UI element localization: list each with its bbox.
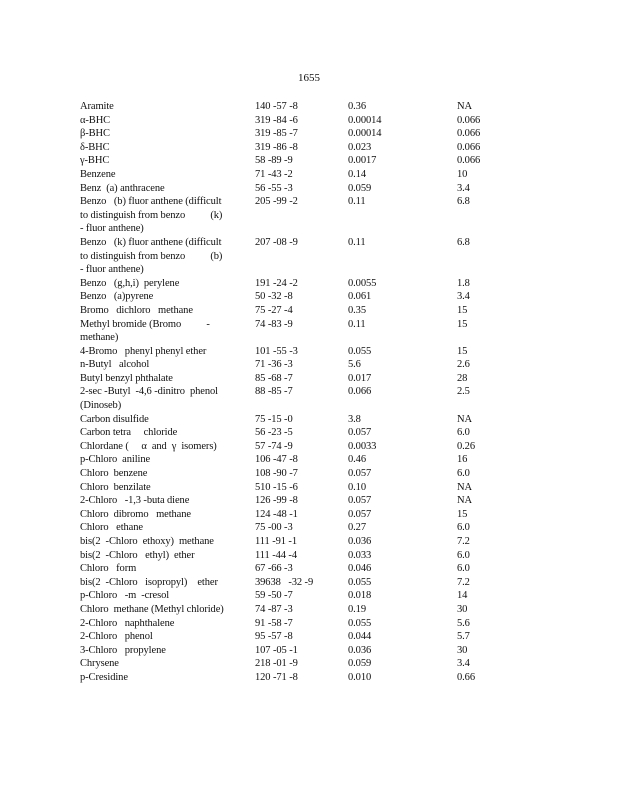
chemical-name: Butyl benzyl phthalate — [80, 372, 173, 384]
chemical-name: 3-Chloro propylene — [80, 644, 166, 656]
cas-number: 107 -05 -1 — [255, 644, 298, 656]
value-column-2: 2.5 — [457, 386, 470, 398]
chemical-name: Benzo (b) fluor anthene (difficult to distinguish from benzo (k) - fluor anthene) — [80, 196, 225, 235]
value-column-1: 0.36 — [348, 101, 366, 112]
value-column-2: 6.8 — [457, 196, 470, 208]
table-row — [80, 481, 500, 495]
chemical-name: n-Butyl alcohol — [80, 359, 150, 371]
cas-number: 218 -01 -9 — [255, 658, 298, 670]
table-row — [80, 549, 500, 563]
value-column-2: 2.6 — [457, 359, 470, 371]
cas-number: 75 -00 -3 — [255, 522, 293, 534]
value-column-2: 0.066 — [457, 128, 481, 140]
chemical-name: 2-Chloro phenol — [80, 631, 153, 643]
table-row — [80, 100, 500, 114]
table-row — [80, 671, 500, 685]
value-column-1: 0.19 — [348, 603, 366, 615]
value-column-1: 0.018 — [348, 590, 372, 602]
value-column-1: 0.036 — [348, 644, 372, 656]
chemical-name: bis(2 -Chloro ethyl) ether — [80, 549, 195, 561]
chemical-name: Benz (a) anthracene — [80, 182, 165, 194]
cas-number: 71 -43 -2 — [255, 168, 293, 180]
value-column-1: 0.055 — [348, 617, 372, 629]
cas-number: 95 -57 -8 — [255, 631, 293, 643]
table-row — [80, 589, 500, 603]
chemical-name: Chloro methane (Methyl chloride) — [80, 603, 224, 615]
value-column-1: 0.017 — [348, 372, 372, 384]
value-column-2: 7.2 — [457, 536, 470, 547]
value-column-2: 0.66 — [457, 671, 475, 683]
value-column-1: 0.055 — [348, 345, 372, 357]
cas-number: 120 -71 -8 — [255, 671, 298, 683]
cas-number: 91 -58 -7 — [255, 617, 293, 629]
chemical-name: bis(2 -Chloro isopropyl) ether — [80, 576, 218, 588]
chemical-table — [80, 100, 500, 685]
table-row — [80, 426, 500, 440]
chemical-name: Chrysene — [80, 658, 119, 670]
chemical-name: p-Chloro -m -cresol — [80, 590, 170, 602]
value-column-1: 0.10 — [348, 481, 366, 493]
value-column-1: 5.6 — [348, 359, 361, 371]
cas-number: 57 -74 -9 — [255, 440, 293, 452]
table-row — [80, 304, 500, 318]
value-column-1: 0.059 — [348, 182, 372, 194]
chemical-name: 4-Bromo phenyl phenyl ether — [80, 345, 207, 357]
value-column-2: 3.4 — [457, 182, 470, 194]
cas-number: 140 -57 -8 — [255, 101, 298, 112]
table-row — [80, 508, 500, 522]
value-column-1: 0.11 — [348, 236, 366, 248]
cas-number: 111 -44 -4 — [255, 549, 297, 561]
value-column-1: 0.057 — [348, 468, 372, 480]
table-row — [80, 345, 500, 359]
value-column-2: NA — [457, 495, 472, 507]
cas-number: 510 -15 -6 — [255, 481, 298, 493]
value-column-2: 0.066 — [457, 114, 481, 126]
cas-number: 58 -89 -9 — [255, 155, 293, 167]
cas-number: 56 -55 -3 — [255, 182, 293, 194]
value-column-2: 6.0 — [457, 549, 470, 561]
value-column-1: 0.46 — [348, 454, 366, 466]
chemical-name: Carbon tetra chloride — [80, 427, 178, 439]
value-column-2: 3.4 — [457, 658, 470, 670]
chemical-name: Chlordane ( α and γ isomers) — [80, 440, 217, 452]
table-row — [80, 494, 500, 508]
value-column-2: NA — [457, 101, 472, 112]
value-column-1: 0.11 — [348, 196, 366, 208]
table-row — [80, 127, 500, 141]
table-row — [80, 617, 500, 631]
chemical-name: p-Chloro aniline — [80, 454, 151, 466]
chemical-name: γ-BHC — [80, 155, 110, 167]
cas-number: 85 -68 -7 — [255, 372, 293, 384]
cas-number: 74 -87 -3 — [255, 603, 293, 615]
table-row — [80, 657, 500, 671]
cas-number: 88 -85 -7 — [255, 386, 293, 398]
value-column-2: 6.0 — [457, 427, 470, 439]
cas-number: 39638 -32 -9 — [255, 576, 314, 588]
chemical-name: Chloro benzene — [80, 468, 148, 480]
value-column-2: 6.0 — [457, 563, 470, 575]
value-column-1: 0.00014 — [348, 114, 382, 126]
value-column-1: 0.061 — [348, 291, 372, 303]
chemical-name: Chloro benzilate — [80, 481, 151, 493]
value-column-2: 0.26 — [457, 440, 475, 452]
table-row — [80, 236, 500, 277]
cas-number: 126 -99 -8 — [255, 495, 298, 507]
table-row — [80, 195, 500, 236]
value-column-2: 30 — [457, 644, 468, 656]
value-column-1: 0.046 — [348, 563, 372, 575]
value-column-1: 3.8 — [348, 413, 361, 425]
value-column-1: 0.066 — [348, 386, 372, 398]
chemical-name: Methyl bromide (Bromo - methane) — [80, 318, 213, 344]
cas-number: 71 -36 -3 — [255, 359, 293, 371]
cas-number: 59 -50 -7 — [255, 590, 293, 602]
value-column-1: 0.35 — [348, 304, 366, 316]
chemical-name: Chloro ethane — [80, 522, 143, 534]
value-column-2: 15 — [457, 304, 468, 316]
cas-number: 207 -08 -9 — [255, 236, 298, 248]
cas-number: 67 -66 -3 — [255, 563, 293, 575]
chemical-name: β-BHC — [80, 128, 110, 140]
chemical-name: Chloro form — [80, 563, 137, 575]
value-column-2: 15 — [457, 345, 468, 357]
table-row — [80, 603, 500, 617]
value-column-2: 14 — [457, 590, 468, 602]
value-column-1: 0.057 — [348, 495, 372, 507]
value-column-2: 6.0 — [457, 468, 470, 480]
value-column-2: 1.8 — [457, 277, 470, 289]
value-column-1: 0.057 — [348, 427, 372, 439]
value-column-1: 0.023 — [348, 141, 372, 153]
table-row — [80, 562, 500, 576]
cas-number: 101 -55 -3 — [255, 345, 298, 357]
cas-number: 50 -32 -8 — [255, 291, 293, 303]
table-row — [80, 521, 500, 535]
cas-number: 319 -86 -8 — [255, 141, 298, 153]
chemical-name: Benzene — [80, 168, 116, 180]
chemical-name: bis(2 -Chloro ethoxy) methane — [80, 536, 214, 547]
value-column-2: 30 — [457, 603, 468, 615]
value-column-1: 0.0033 — [348, 440, 377, 452]
chemical-name: 2-Chloro naphthalene — [80, 617, 175, 629]
table-row — [80, 277, 500, 291]
value-column-1: 0.010 — [348, 671, 372, 683]
value-column-2: 3.4 — [457, 291, 470, 303]
table-row — [80, 644, 500, 658]
value-column-2: 28 — [457, 372, 468, 384]
value-column-2: 16 — [457, 454, 468, 466]
value-column-1: 0.059 — [348, 658, 372, 670]
chemical-name: Bromo dichloro methane — [80, 304, 193, 316]
cas-number: 205 -99 -2 — [255, 196, 298, 208]
value-column-1: 0.11 — [348, 318, 366, 330]
value-column-1: 0.044 — [348, 631, 372, 643]
cas-number: 124 -48 -1 — [255, 508, 298, 520]
table-row — [80, 290, 500, 304]
value-column-2: 6.0 — [457, 522, 470, 534]
chemical-name: 2-sec -Butyl -4,6 -dinitro phenol (Dinoseb) — [80, 386, 221, 412]
value-column-1: 0.036 — [348, 536, 372, 547]
value-column-2: NA — [457, 413, 472, 425]
cas-number: 108 -90 -7 — [255, 468, 298, 480]
table-row — [80, 413, 500, 427]
table-row — [80, 467, 500, 481]
value-column-2: 7.2 — [457, 576, 470, 588]
value-column-2: 0.066 — [457, 155, 481, 167]
value-column-2: 6.8 — [457, 236, 470, 248]
cas-number: 106 -47 -8 — [255, 454, 298, 466]
cas-number: 191 -24 -2 — [255, 277, 298, 289]
value-column-2: NA — [457, 481, 472, 493]
value-column-1: 0.055 — [348, 576, 372, 588]
chemical-name: Benzo (k) fluor anthene (difficult to distinguish from benzo (b) - fluor anthene) — [80, 236, 225, 276]
table-row — [80, 385, 500, 412]
value-column-2: 5.6 — [457, 617, 470, 629]
table-row — [80, 114, 500, 128]
table-row — [80, 168, 500, 182]
cas-number: 319 -84 -6 — [255, 114, 298, 126]
value-column-1: 0.0017 — [348, 155, 377, 167]
value-column-2: 10 — [457, 168, 468, 180]
cas-number: 75 -27 -4 — [255, 304, 293, 316]
chemical-name: Aramite — [80, 101, 114, 112]
table-row — [80, 440, 500, 454]
table-row — [80, 182, 500, 196]
value-column-1: 0.00014 — [348, 128, 382, 140]
table-row — [80, 358, 500, 372]
value-column-2: 0.066 — [457, 141, 481, 153]
cas-number: 75 -15 -0 — [255, 413, 293, 425]
chemical-name: Benzo (g,h,i) perylene — [80, 277, 180, 289]
table-row — [80, 154, 500, 168]
page-number: 1655 — [298, 72, 320, 84]
chemical-name: Carbon disulfide — [80, 413, 149, 425]
table-row — [80, 576, 500, 590]
table-row — [80, 318, 500, 345]
table-row — [80, 453, 500, 467]
cas-number: 319 -85 -7 — [255, 128, 298, 140]
table-row — [80, 535, 500, 549]
table-row — [80, 141, 500, 155]
chemical-name: Chloro dibromo methane — [80, 508, 191, 520]
table-row — [80, 372, 500, 386]
cas-number: 111 -91 -1 — [255, 536, 297, 547]
table-row — [80, 630, 500, 644]
cas-number: 74 -83 -9 — [255, 318, 293, 330]
chemical-name: α-BHC — [80, 114, 111, 126]
chemical-name: p-Cresidine — [80, 671, 128, 683]
value-column-2: 15 — [457, 318, 468, 330]
chemical-name: 2-Chloro -1,3 -buta diene — [80, 495, 190, 507]
cas-number: 56 -23 -5 — [255, 427, 293, 439]
value-column-1: 0.14 — [348, 168, 366, 180]
value-column-2: 5.7 — [457, 631, 470, 643]
value-column-2: 15 — [457, 508, 468, 520]
value-column-1: 0.0055 — [348, 277, 377, 289]
value-column-1: 0.057 — [348, 508, 372, 520]
value-column-1: 0.27 — [348, 522, 366, 534]
chemical-name: δ-BHC — [80, 141, 110, 153]
chemical-name: Benzo (a)pyrene — [80, 291, 154, 303]
value-column-1: 0.033 — [348, 549, 372, 561]
